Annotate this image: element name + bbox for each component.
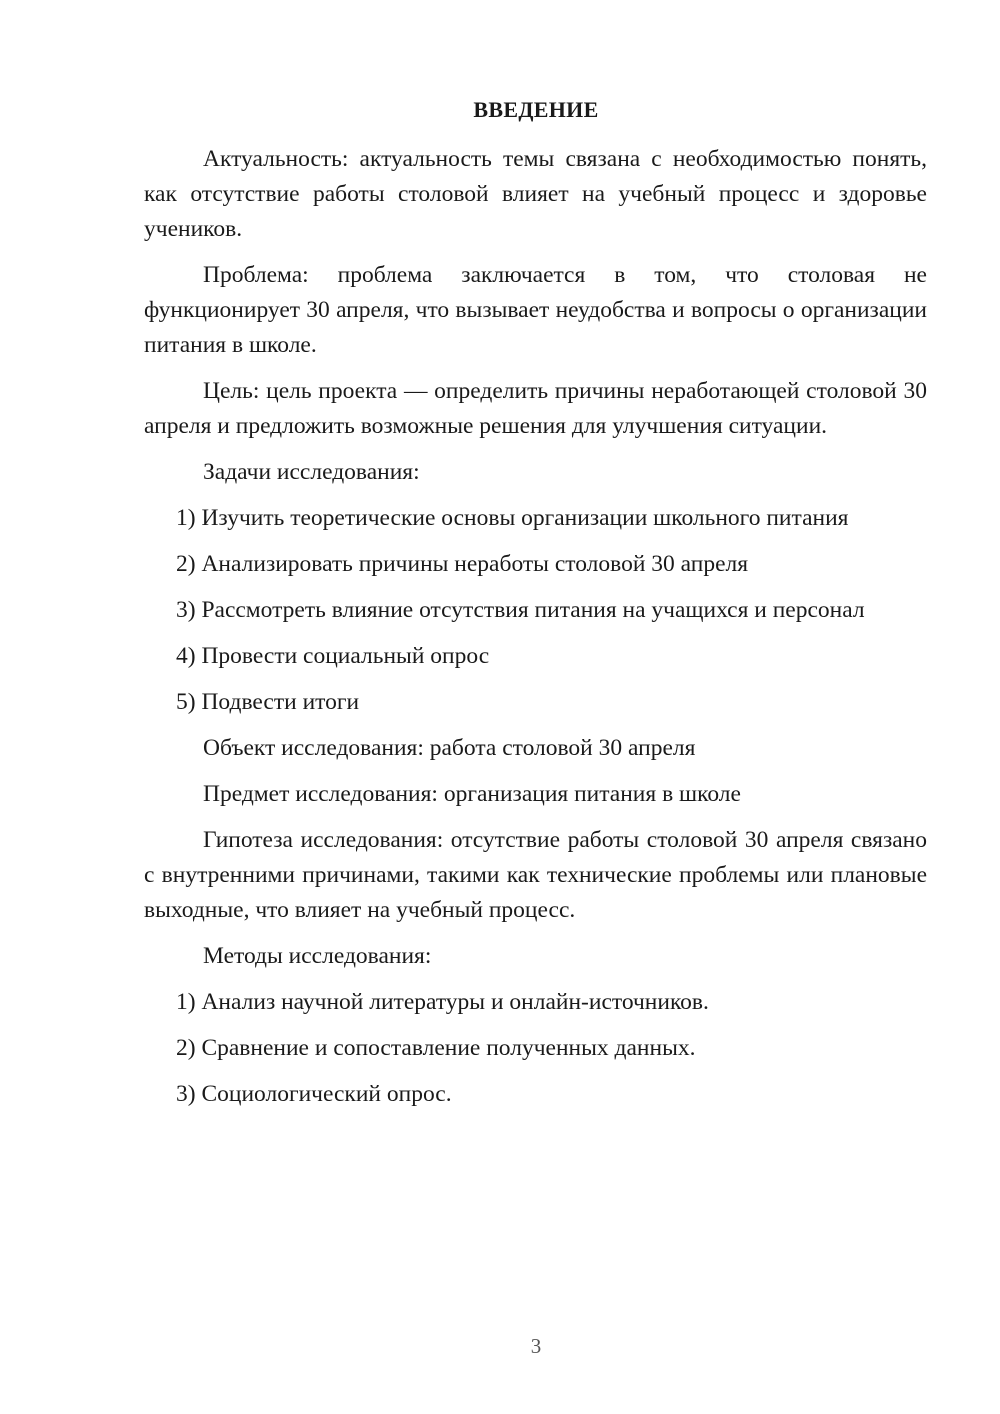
- research-object: Объект исследования: работа столовой 30 апреля: [203, 735, 696, 761]
- relevance-paragraph: Актуальность: актуальность темы связана с необходимостью понять, как отсутствие работы столовой влияет на учебный процесс и здоровье учеников.: [144, 146, 927, 242]
- hypothesis-paragraph: Гипотеза исследования: отсутствие работы столовой 30 апреля связано с внутренними причинами, такими как технические проблемы или плановые выходные, что влияет на учебный процесс.: [144, 827, 927, 923]
- tasks-heading: Задачи исследования:: [203, 459, 420, 485]
- method-item: 2) Сравнение и сопоставление полученных данных.: [176, 1035, 696, 1061]
- task-item: 2) Анализировать причины неработы столовой 30 апреля: [176, 551, 749, 577]
- section-heading: ВВЕДЕНИЕ: [473, 97, 599, 122]
- methods-heading: Методы исследования:: [203, 943, 432, 969]
- task-item: 5) Подвести итоги: [176, 689, 360, 715]
- page-body: [144, 142, 927, 1123]
- page-number: 3: [530, 1334, 542, 1358]
- task-item: 1) Изучить теоретические основы организации школьного питания: [176, 505, 849, 531]
- method-item: 3) Социологический опрос.: [176, 1081, 452, 1107]
- goal-paragraph: Цель: цель проекта — определить причины неработающей столовой 30 апреля и предложить возможные решения для улучшения ситуации.: [144, 378, 927, 439]
- task-item: 4) Провести социальный опрос: [176, 643, 490, 669]
- task-item: 3) Рассмотреть влияние отсутствия питания на учащихся и персонал: [176, 597, 865, 623]
- research-subject: Предмет исследования: организация питания в школе: [203, 781, 741, 807]
- problem-paragraph: Проблема: проблема заключается в том, что столовая не функционирует 30 апреля, что вызывает неудобства и вопросы о организации питания в школе.: [144, 262, 927, 358]
- method-item: 1) Анализ научной литературы и онлайн-источников.: [176, 989, 709, 1015]
